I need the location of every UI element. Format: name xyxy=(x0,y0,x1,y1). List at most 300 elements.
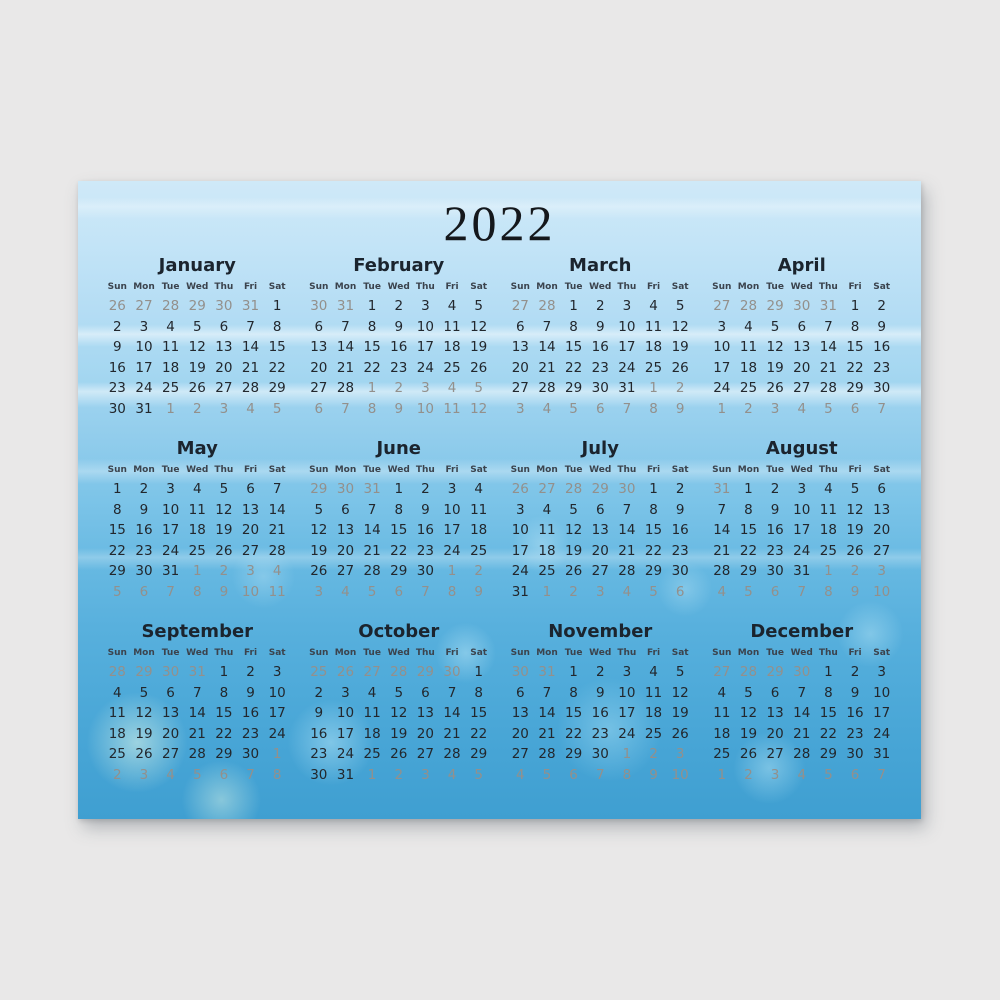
month-block xyxy=(306,438,493,600)
day-cell: 5 xyxy=(394,684,404,701)
day-cell: 25 xyxy=(162,380,180,396)
day-cell: 8 xyxy=(824,684,833,701)
weekday-header: Sat xyxy=(671,465,689,475)
day-cell-adjacent-month: 2 xyxy=(394,380,404,396)
weekday-header-row xyxy=(507,645,694,662)
day-cell: 9 xyxy=(850,684,860,701)
month-block xyxy=(507,438,694,600)
day-cell: 22 xyxy=(390,542,408,559)
day-cell: 15 xyxy=(268,339,286,355)
day-cell-adjacent-month: 1 xyxy=(824,563,833,579)
day-cell-adjacent-month: 29 xyxy=(188,298,206,314)
day-cell: 15 xyxy=(565,339,583,355)
day-cell-adjacent-month: 9 xyxy=(675,400,685,417)
day-cell: 19 xyxy=(766,359,784,376)
day-cell: 18 xyxy=(443,339,461,355)
day-grid xyxy=(306,479,493,602)
day-cell: 25 xyxy=(470,542,488,559)
day-cell: 13 xyxy=(416,705,434,721)
day-cell-adjacent-month: 5 xyxy=(192,766,202,783)
day-cell: 28 xyxy=(268,542,286,559)
day-cell: 12 xyxy=(739,705,758,721)
day-cell: 18 xyxy=(538,542,556,559)
day-cell: 10 xyxy=(511,522,529,538)
day-cell: 30 xyxy=(416,563,434,579)
day-cell: 22 xyxy=(215,725,233,742)
day-cell: 3 xyxy=(622,664,632,680)
day-cell: 1 xyxy=(474,664,483,680)
day-cell: 12 xyxy=(470,318,488,335)
day-cell: 7 xyxy=(367,501,377,518)
day-cell: 22 xyxy=(363,359,381,376)
day-cell: 19 xyxy=(215,522,233,538)
day-cell-adjacent-month: 2 xyxy=(744,766,753,783)
day-cell: 14 xyxy=(336,339,355,355)
day-cell: 24 xyxy=(793,542,811,559)
day-cell: 4 xyxy=(113,684,122,701)
weekday-header: Sat xyxy=(873,648,891,658)
day-cell-adjacent-month: 7 xyxy=(877,400,886,417)
day-cell: 30 xyxy=(873,380,891,396)
day-grid xyxy=(709,662,896,785)
day-cell-adjacent-month: 5 xyxy=(569,400,578,417)
day-cell: 27 xyxy=(766,746,784,762)
day-cell: 21 xyxy=(538,359,556,376)
day-cell: 7 xyxy=(246,318,255,335)
day-cell: 9 xyxy=(394,318,404,335)
weekday-header: Sun xyxy=(309,282,329,292)
day-cell: 16 xyxy=(108,359,126,376)
day-cell: 12 xyxy=(215,501,233,518)
day-cell: 3 xyxy=(877,664,886,680)
day-cell: 23 xyxy=(310,746,328,762)
weekday-header: Thu xyxy=(818,648,838,658)
day-cell-adjacent-month: 28 xyxy=(739,664,758,680)
day-cell: 29 xyxy=(565,380,583,396)
year-title: 2022 xyxy=(443,195,556,251)
day-cell-adjacent-month: 30 xyxy=(511,664,529,680)
day-cell: 14 xyxy=(268,501,286,518)
day-cell: 13 xyxy=(241,501,260,518)
weekday-header: Tue xyxy=(564,465,583,475)
day-cell: 12 xyxy=(846,501,864,518)
day-cell-adjacent-month: 8 xyxy=(649,400,658,417)
day-cell: 4 xyxy=(649,298,658,314)
day-cell-adjacent-month: 3 xyxy=(516,400,525,417)
day-cell: 24 xyxy=(162,542,180,559)
day-cell-adjacent-month: 6 xyxy=(219,766,229,783)
day-cell-adjacent-month: 27 xyxy=(363,664,381,680)
day-cell: 1 xyxy=(272,298,282,314)
day-cell-adjacent-month: 7 xyxy=(421,583,430,600)
day-cell: 21 xyxy=(819,359,837,376)
day-cell: 25 xyxy=(188,542,206,559)
weekday-header: Fri xyxy=(848,465,862,475)
day-cell-adjacent-month: 5 xyxy=(474,766,483,783)
day-cell: 7 xyxy=(341,318,350,335)
day-cell: 15 xyxy=(846,339,864,355)
day-cell: 23 xyxy=(766,542,784,559)
day-cell: 6 xyxy=(246,481,255,497)
day-cell-adjacent-month: 4 xyxy=(166,766,175,783)
day-cell: 29 xyxy=(846,380,864,396)
day-cell-adjacent-month: 4 xyxy=(447,380,457,396)
day-cell: 1 xyxy=(219,664,229,680)
day-cell: 15 xyxy=(819,705,837,721)
day-cell: 30 xyxy=(671,563,689,579)
weekday-header: Sat xyxy=(470,648,488,658)
weekday-header: Mon xyxy=(737,648,760,658)
day-cell: 16 xyxy=(766,522,784,538)
weekday-header: Fri xyxy=(646,465,661,475)
day-cell: 27 xyxy=(336,563,355,579)
day-cell: 24 xyxy=(268,725,286,742)
weekday-header: Tue xyxy=(363,282,381,292)
day-cell: 9 xyxy=(246,684,255,701)
day-cell: 27 xyxy=(416,746,434,762)
day-cell: 24 xyxy=(135,380,153,396)
day-cell: 28 xyxy=(793,746,811,762)
day-cell: 3 xyxy=(797,481,807,497)
month-block xyxy=(104,438,291,600)
day-cell: 11 xyxy=(739,339,758,355)
day-cell-adjacent-month: 4 xyxy=(516,766,525,783)
weekday-header: Tue xyxy=(161,465,180,475)
day-cell: 12 xyxy=(766,339,784,355)
day-cell-adjacent-month: 5 xyxy=(824,400,833,417)
day-cell: 22 xyxy=(819,725,837,742)
day-cell: 10 xyxy=(793,501,811,518)
day-cell-adjacent-month: 6 xyxy=(569,766,578,783)
day-cell: 5 xyxy=(474,298,483,314)
day-cell-adjacent-month: 29 xyxy=(766,298,784,314)
day-cell-adjacent-month: 3 xyxy=(314,583,324,600)
day-cell: 25 xyxy=(644,359,663,376)
day-cell: 18 xyxy=(363,725,381,742)
weekday-header: Sun xyxy=(712,282,732,292)
day-cell: 7 xyxy=(542,318,552,335)
day-cell: 18 xyxy=(739,359,758,376)
day-cell: 16 xyxy=(416,522,434,538)
day-cell-adjacent-month: 30 xyxy=(443,664,461,680)
day-cell-adjacent-month: 6 xyxy=(139,583,149,600)
months-grid xyxy=(78,253,921,783)
weekday-header: Sun xyxy=(107,465,127,475)
day-cell: 21 xyxy=(241,359,260,376)
day-cell: 13 xyxy=(215,339,233,355)
day-cell: 17 xyxy=(618,705,636,721)
day-cell: 15 xyxy=(390,522,408,538)
day-cell: 28 xyxy=(618,563,636,579)
day-cell: 9 xyxy=(877,318,886,335)
day-cell: 2 xyxy=(877,298,886,314)
day-cell: 12 xyxy=(310,522,328,538)
day-cell: 13 xyxy=(591,522,609,538)
day-cell: 20 xyxy=(511,725,529,742)
day-cell: 10 xyxy=(336,705,355,721)
day-cell: 26 xyxy=(739,746,758,762)
weekday-header-row xyxy=(507,279,694,296)
day-cell: 10 xyxy=(268,684,286,701)
weekday-header: Sun xyxy=(712,465,732,475)
day-cell: 31 xyxy=(511,583,529,600)
day-cell: 2 xyxy=(421,481,430,497)
day-cell-adjacent-month: 7 xyxy=(166,583,175,600)
day-cell: 6 xyxy=(219,318,229,335)
day-cell: 5 xyxy=(219,481,229,497)
day-cell: 23 xyxy=(241,725,260,742)
weekday-header: Wed xyxy=(589,465,612,475)
weekday-header: Fri xyxy=(848,648,862,658)
day-cell: 9 xyxy=(139,501,149,518)
day-cell-adjacent-month: 3 xyxy=(770,400,780,417)
day-cell: 25 xyxy=(739,380,758,396)
day-cell: 26 xyxy=(310,563,328,579)
day-cell-adjacent-month: 5 xyxy=(474,380,483,396)
day-cell: 25 xyxy=(538,563,556,579)
weekday-header: Tue xyxy=(161,648,180,658)
weekday-header: Sun xyxy=(309,465,329,475)
day-cell-adjacent-month: 30 xyxy=(215,298,233,314)
day-cell: 30 xyxy=(135,563,153,579)
day-cell: 6 xyxy=(595,501,605,518)
month-name: September xyxy=(141,621,254,642)
day-cell-adjacent-month: 1 xyxy=(367,766,377,783)
day-cell: 4 xyxy=(166,318,175,335)
day-cell: 5 xyxy=(675,664,685,680)
day-cell: 7 xyxy=(542,684,552,701)
day-cell: 30 xyxy=(310,766,328,783)
day-cell: 20 xyxy=(215,359,233,376)
day-cell: 15 xyxy=(470,705,488,721)
day-cell: 25 xyxy=(363,746,381,762)
day-cell: 28 xyxy=(713,563,731,579)
day-cell: 1 xyxy=(113,481,122,497)
day-cell: 13 xyxy=(793,339,811,355)
weekday-header: Sat xyxy=(671,282,689,292)
day-cell: 31 xyxy=(135,400,153,417)
day-cell: 16 xyxy=(591,705,609,721)
day-cell: 22 xyxy=(108,542,126,559)
day-cell-adjacent-month: 9 xyxy=(649,766,658,783)
weekday-header: Mon xyxy=(334,465,357,475)
weekday-header: Thu xyxy=(415,648,435,658)
day-cell: 29 xyxy=(819,746,837,762)
weekday-header: Mon xyxy=(737,465,760,475)
day-cell: 18 xyxy=(108,725,126,742)
weekday-header: Mon xyxy=(334,648,357,658)
day-cell: 16 xyxy=(241,705,260,721)
weekday-header: Wed xyxy=(790,648,813,658)
day-cell-adjacent-month: 26 xyxy=(336,664,355,680)
day-cell: 11 xyxy=(363,705,381,721)
day-cell: 3 xyxy=(447,481,457,497)
day-cell: 1 xyxy=(744,481,753,497)
weekday-header: Mon xyxy=(334,282,357,292)
weekday-header: Mon xyxy=(737,282,760,292)
day-cell-adjacent-month: 8 xyxy=(192,583,202,600)
weekday-header: Fri xyxy=(646,648,661,658)
day-cell: 26 xyxy=(135,746,153,762)
day-cell-adjacent-month: 8 xyxy=(272,766,282,783)
day-cell-adjacent-month: 27 xyxy=(713,664,731,680)
day-cell: 12 xyxy=(565,522,583,538)
day-cell: 20 xyxy=(310,359,328,376)
day-cell: 28 xyxy=(538,746,556,762)
day-cell: 13 xyxy=(873,501,891,518)
day-cell: 30 xyxy=(766,563,784,579)
day-cell: 5 xyxy=(314,501,324,518)
day-cell: 27 xyxy=(241,542,260,559)
day-cell: 12 xyxy=(135,705,153,721)
day-cell: 14 xyxy=(241,339,260,355)
weekday-header: Sat xyxy=(873,282,891,292)
weekday-header: Thu xyxy=(617,282,637,292)
day-cell: 7 xyxy=(192,684,202,701)
day-cell: 31 xyxy=(618,380,636,396)
day-cell: 6 xyxy=(314,318,324,335)
day-cell: 23 xyxy=(591,359,609,376)
day-cell: 22 xyxy=(268,359,286,376)
day-cell-adjacent-month: 3 xyxy=(877,563,886,579)
day-cell: 4 xyxy=(649,664,658,680)
day-cell-adjacent-month: 29 xyxy=(766,664,784,680)
day-cell: 16 xyxy=(310,725,328,742)
day-cell-adjacent-month: 7 xyxy=(246,766,255,783)
day-cell-adjacent-month: 5 xyxy=(649,583,658,600)
day-cell: 14 xyxy=(713,522,731,538)
weekday-header: Wed xyxy=(186,282,209,292)
month-name: July xyxy=(581,438,619,459)
day-cell: 22 xyxy=(846,359,864,376)
day-cell: 5 xyxy=(675,298,685,314)
weekday-header: Fri xyxy=(243,648,258,658)
day-cell-adjacent-month: 6 xyxy=(394,583,404,600)
day-cell: 9 xyxy=(675,501,685,518)
day-cell-adjacent-month: 29 xyxy=(416,664,434,680)
day-cell-adjacent-month: 29 xyxy=(310,481,328,497)
day-cell: 4 xyxy=(744,318,753,335)
day-cell: 24 xyxy=(336,746,355,762)
day-cell: 2 xyxy=(394,298,404,314)
weekday-header: Tue xyxy=(564,648,583,658)
day-cell: 8 xyxy=(744,501,753,518)
day-cell-adjacent-month: 1 xyxy=(272,746,282,762)
day-cell-adjacent-month: 1 xyxy=(367,380,377,396)
day-cell: 29 xyxy=(470,746,488,762)
month-block xyxy=(104,255,291,417)
day-cell: 24 xyxy=(511,563,529,579)
weekday-header: Sat xyxy=(470,282,488,292)
weekday-header: Tue xyxy=(161,282,180,292)
weekday-header: Sat xyxy=(873,465,891,475)
day-grid xyxy=(507,662,694,785)
day-cell-adjacent-month: 7 xyxy=(622,400,632,417)
day-cell-adjacent-month: 1 xyxy=(717,400,727,417)
day-cell: 16 xyxy=(846,705,864,721)
weekday-header-row xyxy=(709,279,896,296)
day-cell: 11 xyxy=(713,705,731,721)
weekday-header: Mon xyxy=(536,648,558,658)
weekday-header: Tue xyxy=(766,282,784,292)
weekday-header: Mon xyxy=(133,465,155,475)
day-cell: 16 xyxy=(591,339,609,355)
day-cell: 14 xyxy=(188,705,206,721)
weekday-header: Fri xyxy=(445,648,459,658)
day-cell: 26 xyxy=(671,359,689,376)
day-cell: 27 xyxy=(873,542,891,559)
day-cell-adjacent-month: 8 xyxy=(622,766,632,783)
day-cell-adjacent-month: 7 xyxy=(877,766,886,783)
month-block xyxy=(306,255,493,417)
day-cell-adjacent-month: 9 xyxy=(219,583,229,600)
weekday-header-row xyxy=(306,462,493,479)
day-cell: 4 xyxy=(447,298,457,314)
day-cell: 8 xyxy=(649,501,658,518)
day-cell: 17 xyxy=(618,339,636,355)
day-cell-adjacent-month: 1 xyxy=(717,766,727,783)
day-cell: 22 xyxy=(470,725,488,742)
day-grid xyxy=(104,662,291,785)
day-cell: 12 xyxy=(671,318,689,335)
month-block xyxy=(104,621,291,783)
day-grid xyxy=(507,296,694,419)
day-cell: 27 xyxy=(215,380,233,396)
weekday-header: Sun xyxy=(510,282,530,292)
weekday-header-row xyxy=(306,645,493,662)
day-grid xyxy=(104,296,291,419)
day-cell-adjacent-month: 5 xyxy=(272,400,282,417)
weekday-header: Fri xyxy=(848,282,862,292)
month-name: April xyxy=(777,255,826,276)
weekday-header: Fri xyxy=(243,282,258,292)
day-cell: 17 xyxy=(416,339,434,355)
day-cell: 26 xyxy=(846,542,864,559)
day-cell-adjacent-month: 8 xyxy=(367,400,377,417)
day-cell: 4 xyxy=(474,481,483,497)
day-cell-adjacent-month: 4 xyxy=(622,583,632,600)
month-block xyxy=(306,621,493,783)
day-cell: 26 xyxy=(470,359,488,376)
day-cell: 27 xyxy=(511,380,529,396)
day-cell: 21 xyxy=(363,542,381,559)
weekday-header: Fri xyxy=(646,282,661,292)
day-cell-adjacent-month: 2 xyxy=(394,766,404,783)
day-cell: 7 xyxy=(797,684,807,701)
day-cell-adjacent-month: 7 xyxy=(341,400,350,417)
month-name: January xyxy=(158,255,236,276)
day-cell: 9 xyxy=(113,339,122,355)
month-block xyxy=(709,255,896,417)
day-cell: 7 xyxy=(717,501,727,518)
weekday-header: Wed xyxy=(790,465,813,475)
day-cell-adjacent-month: 27 xyxy=(713,298,731,314)
weekday-header: Sun xyxy=(712,648,732,658)
day-cell: 4 xyxy=(367,684,377,701)
day-cell: 24 xyxy=(443,542,461,559)
day-cell: 5 xyxy=(850,481,860,497)
day-cell-adjacent-month: 10 xyxy=(873,583,891,600)
day-cell: 14 xyxy=(618,522,636,538)
day-cell-adjacent-month: 30 xyxy=(336,481,355,497)
day-cell: 14 xyxy=(443,705,461,721)
weekday-header: Sat xyxy=(268,282,286,292)
day-cell-adjacent-month: 31 xyxy=(713,481,731,497)
day-cell: 15 xyxy=(565,705,583,721)
day-cell: 21 xyxy=(268,522,286,538)
day-grid xyxy=(709,479,896,602)
day-cell: 20 xyxy=(873,522,891,538)
